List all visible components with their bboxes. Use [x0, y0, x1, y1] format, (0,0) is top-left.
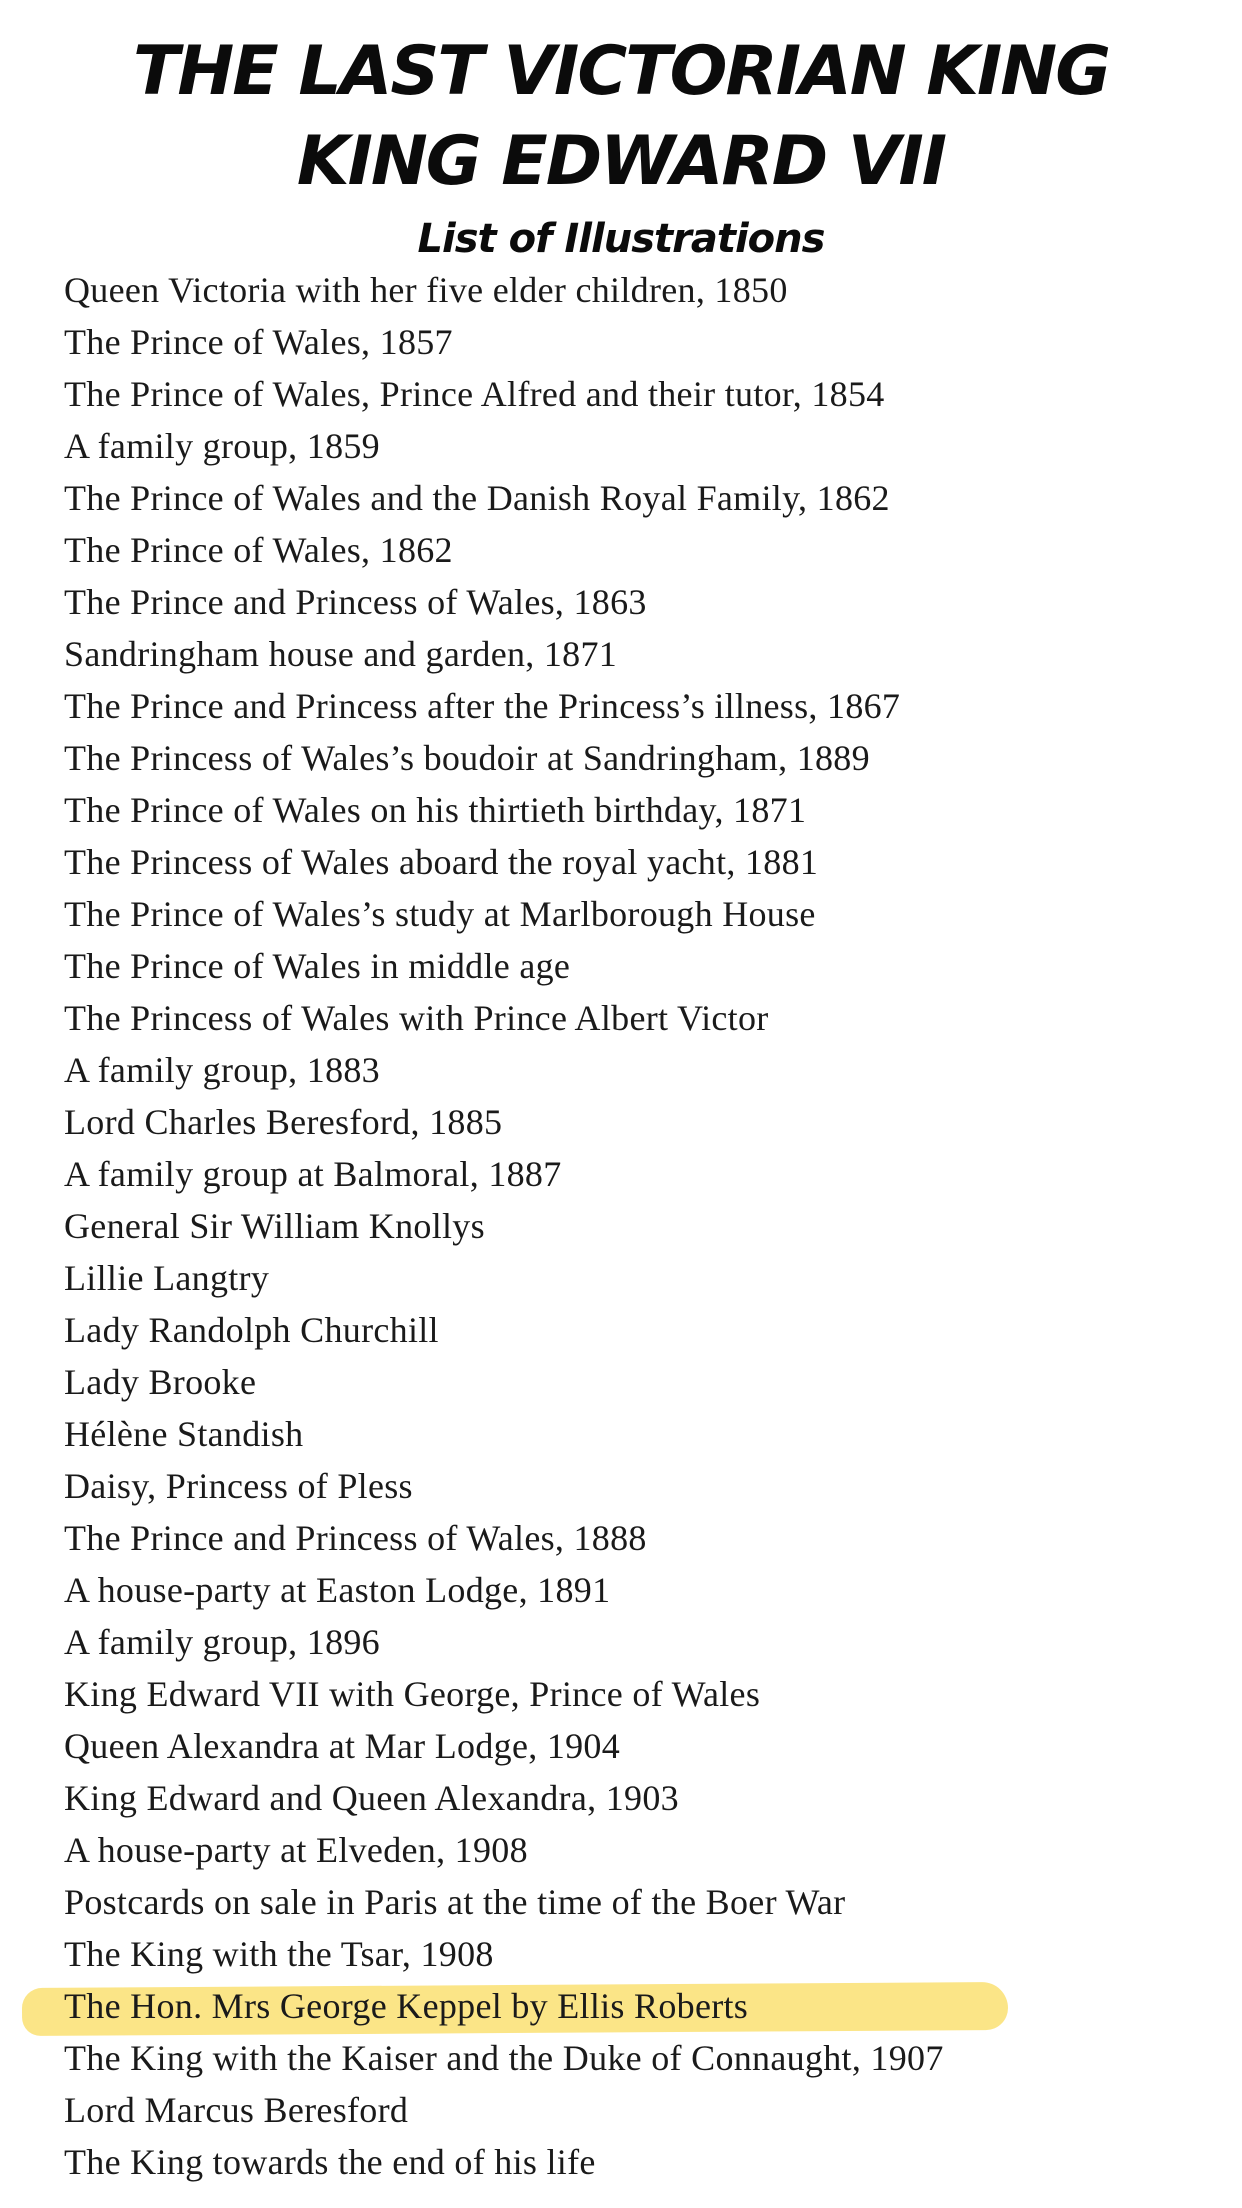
list-item: Lady Brooke: [64, 1362, 257, 1402]
list-item: The King with the Tsar, 1908: [64, 1934, 494, 1974]
list-item: The Princess of Wales aboard the royal yacht, 1881: [64, 842, 819, 882]
list-item: The Prince of Wales’s study at Marlborough House: [64, 894, 816, 934]
list-item: The Prince and Princess after the Princess’s illness, 1867: [64, 686, 901, 726]
list-item: Lord Charles Beresford, 1885: [64, 1102, 503, 1142]
book-title: THE LAST VICTORIAN KING: [132, 32, 1110, 111]
list-item: A family group at Balmoral, 1887: [64, 1154, 562, 1194]
list-item: The King towards the end of his life: [64, 2142, 596, 2182]
list-item: Lillie Langtry: [64, 1258, 270, 1298]
list-item: Sandringham house and garden, 1871: [64, 634, 618, 674]
list-item: The Prince of Wales in middle age: [64, 946, 571, 986]
illustrations-list: [64, 264, 1234, 2188]
list-item: King Edward VII with George, Prince of Wales: [64, 1674, 761, 1714]
list-item: A family group, 1896: [64, 1622, 380, 1662]
list-item: Queen Alexandra at Mar Lodge, 1904: [64, 1726, 621, 1766]
list-item: Daisy, Princess of Pless: [64, 1466, 413, 1506]
list-item: Lord Marcus Beresford: [64, 2090, 409, 2130]
list-item: The Princess of Wales with Prince Albert Victor: [64, 998, 769, 1038]
list-item: The Prince and Princess of Wales, 1863: [64, 582, 647, 622]
list-item: A family group, 1883: [64, 1050, 380, 1090]
list-item: Hélène Standish: [64, 1414, 304, 1454]
book-subtitle-king: KING EDWARD VII: [296, 122, 946, 201]
section-heading: List of Illustrations: [417, 216, 825, 262]
list-item: The Princess of Wales’s boudoir at Sandringham, 1889: [64, 738, 870, 778]
list-item: The Prince of Wales, 1857: [64, 322, 453, 362]
list-item: Postcards on sale in Paris at the time of the Boer War: [64, 1882, 846, 1922]
list-item: The Prince of Wales and the Danish Royal Family, 1862: [64, 478, 890, 518]
list-item: The Prince of Wales, 1862: [64, 530, 453, 570]
list-item: The Prince of Wales on his thirtieth birthday, 1871: [64, 790, 807, 830]
highlighted-list-item: The Hon. Mrs George Keppel by Ellis Roberts: [64, 1986, 749, 2026]
list-item: A house-party at Easton Lodge, 1891: [64, 1570, 611, 1610]
list-item: General Sir William Knollys: [64, 1206, 485, 1246]
list-item: A house-party at Elveden, 1908: [64, 1830, 528, 1870]
list-item: A family group, 1859: [64, 426, 380, 466]
list-item: Lady Randolph Churchill: [64, 1310, 439, 1350]
list-item: Queen Victoria with her five elder children, 1850: [64, 270, 788, 310]
list-item: The King with the Kaiser and the Duke of Connaught, 1907: [64, 2038, 944, 2078]
list-item: The Prince and Princess of Wales, 1888: [64, 1518, 647, 1558]
list-item: King Edward and Queen Alexandra, 1903: [64, 1778, 679, 1818]
list-item: The Prince of Wales, Prince Alfred and their tutor, 1854: [64, 374, 885, 414]
